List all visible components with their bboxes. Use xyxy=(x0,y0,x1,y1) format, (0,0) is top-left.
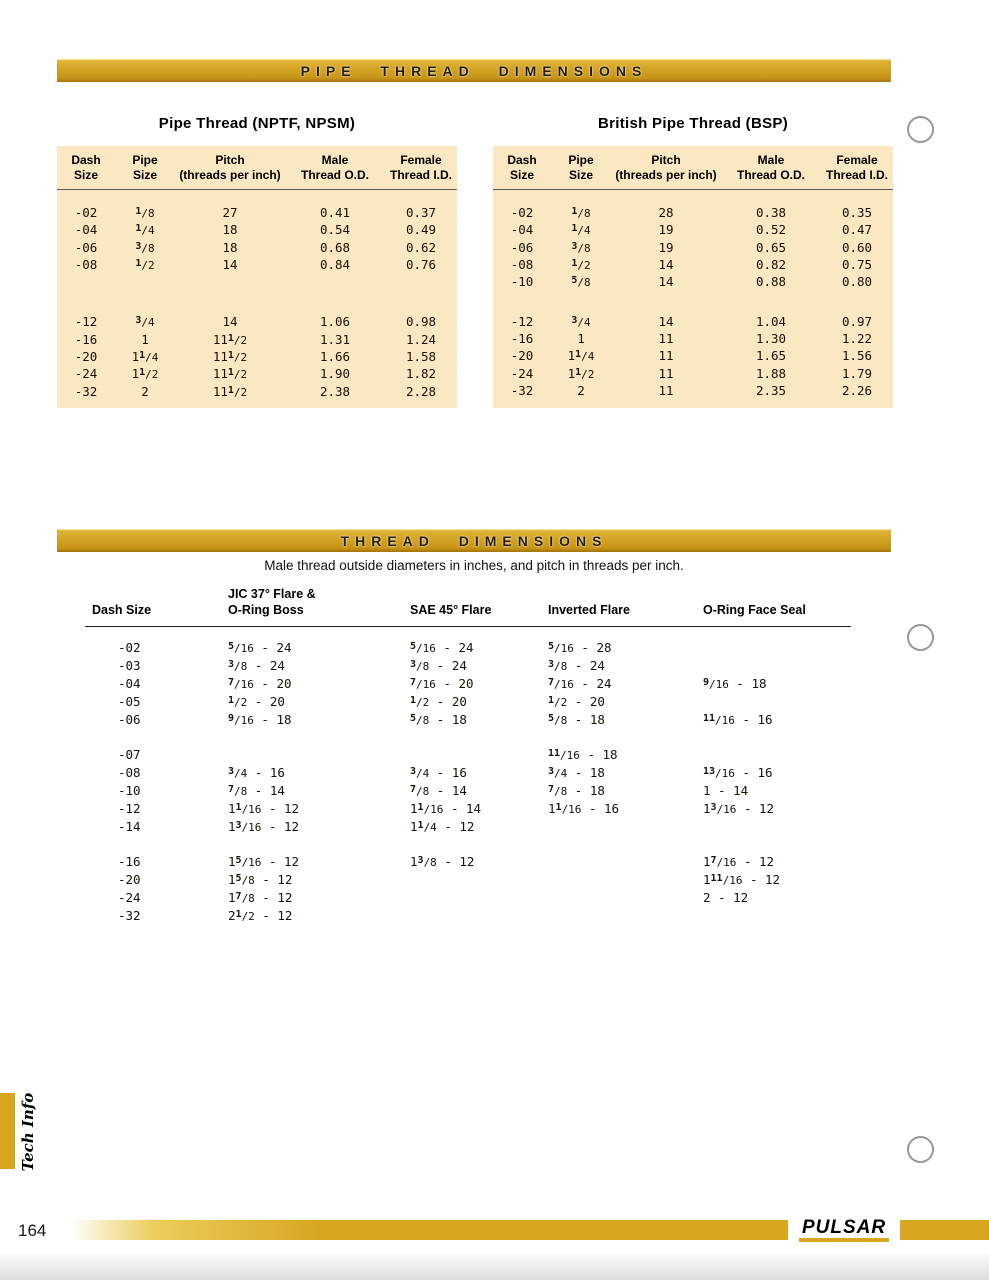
table-row xyxy=(493,330,893,347)
table-cell: -24 xyxy=(118,889,141,905)
table-row xyxy=(57,204,457,221)
table-cell: -04 xyxy=(510,222,534,238)
table-cell: 1$^1$/4 xyxy=(567,348,595,364)
table-cell: -06 xyxy=(118,711,141,727)
table-cell: 0.60 xyxy=(841,239,873,255)
row-group xyxy=(493,204,893,290)
table-cell: 1$^1$/2 xyxy=(131,366,159,382)
banner-title: PIPE THREAD DIMENSIONS xyxy=(300,62,648,79)
table-cell: 1$^3$/16 - 12 xyxy=(228,818,300,834)
punch-hole-icon xyxy=(907,1136,934,1163)
tech-info-tab-label: Tech Info xyxy=(19,1092,37,1172)
thread-table-header-row xyxy=(85,586,851,627)
table-cell: $^7$/16 - 20 xyxy=(228,675,292,691)
table-cell: $^1$/2 xyxy=(571,258,591,273)
table-cell: 18 xyxy=(222,222,238,238)
table-cell: 1 - 14 xyxy=(703,782,749,798)
table-cell: 1 xyxy=(577,330,585,346)
table-cell: -16 xyxy=(74,331,98,347)
table-cell: $^7$/8 - 14 xyxy=(228,782,285,798)
table-cell: 1.04 xyxy=(755,313,787,329)
column-header: Male Thread O.D. xyxy=(300,153,369,182)
pulsar-logo-text: PULSAR xyxy=(799,1218,889,1242)
table-row xyxy=(85,745,851,763)
table-cell: 0.41 xyxy=(319,205,351,221)
table-cell: 11$^1$/2 xyxy=(212,366,248,382)
table-cell: 1.90 xyxy=(319,366,351,382)
punch-hole-icon xyxy=(907,116,934,143)
table-cell: 11 xyxy=(658,365,674,381)
table-row xyxy=(85,710,851,728)
table-row xyxy=(493,347,893,364)
table-cell: 11$^1$/2 xyxy=(212,331,248,347)
table-cell: -20 xyxy=(510,348,534,364)
table-cell: 0.62 xyxy=(405,239,437,255)
table-row xyxy=(57,330,457,347)
table-cell: $^3$/8 xyxy=(135,240,155,255)
table-cell: $^7$/16 - 20 xyxy=(410,675,474,691)
pipe-table-body xyxy=(493,146,893,408)
table-cell: 2.35 xyxy=(755,382,787,398)
table-cell: 0.98 xyxy=(405,314,437,330)
table-cell: $^{13}$/16 - 16 xyxy=(703,764,773,780)
table-cell: 2$^1$/2 - 12 xyxy=(228,907,293,923)
pipe-table-header-row xyxy=(493,153,893,190)
row-group xyxy=(85,638,851,728)
table-cell: $^{11}$/16 - 18 xyxy=(548,746,618,762)
table-row xyxy=(85,817,851,835)
table-cell: -04 xyxy=(74,222,98,238)
table-cell: 27 xyxy=(222,205,238,221)
table-cell: $^3$/8 xyxy=(571,240,591,255)
table-cell: 18 xyxy=(222,239,238,255)
column-header: Pitch (threads per inch) xyxy=(615,153,717,182)
table-cell: -08 xyxy=(510,257,534,273)
table-row xyxy=(493,364,893,381)
row-group xyxy=(85,852,851,924)
table-cell: $^5$/8 xyxy=(571,275,591,290)
table-cell: 0.38 xyxy=(755,205,787,221)
table-cell: $^3$/4 - 16 xyxy=(228,764,285,780)
table-cell: 1$^1$/16 - 12 xyxy=(228,800,300,816)
table-cell: $^7$/8 - 18 xyxy=(548,782,605,798)
column-header: Male Thread O.D. xyxy=(736,153,805,182)
table-cell: 0.37 xyxy=(405,205,437,221)
row-group xyxy=(57,204,457,273)
table-cell: -14 xyxy=(118,818,141,834)
table-cell: 1.22 xyxy=(841,330,873,346)
column-header: Female Thread I.D. xyxy=(825,153,888,182)
table-cell: $^9$/16 - 18 xyxy=(228,711,292,727)
table-cell: $^3$/4 - 16 xyxy=(410,764,467,780)
brand-logo xyxy=(788,1214,900,1245)
table-cell: 0.88 xyxy=(755,274,787,290)
table-cell: 2 xyxy=(141,383,149,399)
table-cell: $^1$/4 xyxy=(135,223,155,238)
thread-dimensions-table xyxy=(85,586,851,924)
table-cell: 1.24 xyxy=(405,331,437,347)
table-cell: 14 xyxy=(658,313,674,329)
table-row xyxy=(85,852,851,870)
table-row xyxy=(85,656,851,674)
table-cell: 1$^1$/16 - 16 xyxy=(548,800,620,816)
table-cell: $^3$/8 - 24 xyxy=(228,657,285,673)
table-cell: 1$^3$/16 - 12 xyxy=(703,800,775,816)
table-cell: $^3$/4 - 18 xyxy=(548,764,605,780)
table-cell: -03 xyxy=(118,657,141,673)
table-cell: 1.30 xyxy=(755,330,787,346)
table-cell: 1$^5$/8 - 12 xyxy=(228,871,293,887)
table-cell: -24 xyxy=(510,365,534,381)
table-row xyxy=(57,313,457,330)
table-cell: 0.68 xyxy=(319,239,351,255)
pipe-table-header-row xyxy=(57,153,457,190)
table-cell: -06 xyxy=(74,239,98,255)
table-cell: $^5$/16 - 24 xyxy=(410,639,474,655)
table-row xyxy=(85,799,851,817)
table-cell: -08 xyxy=(118,764,141,780)
table-cell: 0.47 xyxy=(841,222,873,238)
table-cell: -12 xyxy=(118,800,141,816)
table-cell: 1$^3$/8 - 12 xyxy=(410,853,475,869)
column-header: Dash Size xyxy=(507,153,537,182)
pipe-thread-nptf-table xyxy=(57,115,457,408)
table-cell: -02 xyxy=(118,639,141,655)
table-cell: $^5$/8 - 18 xyxy=(410,711,467,727)
row-group xyxy=(85,745,851,835)
column-header: JIC 37° Flare & O-Ring Boss xyxy=(228,587,316,617)
page-bottom-edge xyxy=(0,1254,989,1280)
table-cell: 2 - 12 xyxy=(703,889,749,905)
table-cell: 2.26 xyxy=(841,382,873,398)
table-row xyxy=(85,888,851,906)
table-cell: 0.54 xyxy=(319,222,351,238)
column-header: SAE 45° Flare xyxy=(410,603,492,617)
table-cell: -08 xyxy=(74,257,98,273)
table-cell: -12 xyxy=(510,313,534,329)
table-cell: 14 xyxy=(222,257,238,273)
table-row xyxy=(493,239,893,256)
table-cell: 2.38 xyxy=(319,383,351,399)
table-cell: 1$^5$/16 - 12 xyxy=(228,853,300,869)
table-cell: 0.65 xyxy=(755,239,787,255)
table-row xyxy=(85,781,851,799)
table-row xyxy=(85,906,851,924)
table-cell: -32 xyxy=(510,382,534,398)
table-cell: 1$^1$/4 - 12 xyxy=(410,818,475,834)
table-cell: -20 xyxy=(74,348,98,364)
table-cell: 1$^1$/2 xyxy=(567,365,595,381)
table-row xyxy=(57,239,457,256)
table-cell: -20 xyxy=(118,871,141,887)
table-row xyxy=(57,382,457,399)
table-cell: 0.35 xyxy=(841,205,873,221)
table-cell: 1.79 xyxy=(841,365,873,381)
table-cell: 1$^1$/4 xyxy=(131,348,159,364)
table-cell: $^5$/8 - 18 xyxy=(548,711,605,727)
table-cell: -10 xyxy=(118,782,141,798)
table-cell: $^5$/16 - 28 xyxy=(548,639,612,655)
table-cell: 0.97 xyxy=(841,313,873,329)
table-cell: 0.75 xyxy=(841,257,873,273)
table-cell: 19 xyxy=(658,239,674,255)
pipe-table-body xyxy=(57,146,457,408)
table-cell: 11 xyxy=(658,330,674,346)
table-cell: $^1$/8 xyxy=(135,206,155,221)
table-cell: $^{11}$/16 - 16 xyxy=(703,711,773,727)
table-cell: 0.52 xyxy=(755,222,787,238)
table-row xyxy=(85,638,851,656)
column-header: Female Thread I.D. xyxy=(389,153,452,182)
table-cell: -12 xyxy=(74,314,98,330)
table-row xyxy=(57,221,457,238)
column-header: Pitch (threads per inch) xyxy=(179,153,281,182)
pipe-thread-bsp-table xyxy=(493,115,893,408)
column-header: Dash Size xyxy=(71,153,101,182)
table-cell: $^1$/2 - 20 xyxy=(410,693,467,709)
pipe-table-title: Pipe Thread (NPTF, NPSM) xyxy=(158,115,356,132)
table-cell: 14 xyxy=(658,257,674,273)
table-row xyxy=(493,273,893,290)
table-cell: 1.66 xyxy=(319,348,351,364)
table-row xyxy=(85,692,851,710)
table-cell: -06 xyxy=(510,239,534,255)
table-cell: 2 xyxy=(577,382,585,398)
table-cell: -32 xyxy=(118,907,141,923)
table-cell: 1.58 xyxy=(405,348,437,364)
table-cell: 28 xyxy=(658,205,674,221)
table-cell: 11 xyxy=(658,382,674,398)
table-cell: 1.06 xyxy=(319,314,351,330)
column-header: Inverted Flare xyxy=(548,603,630,617)
table-cell: 1.82 xyxy=(405,366,437,382)
table-cell: 1$^7$/8 - 12 xyxy=(228,889,293,905)
pipe-table-title: British Pipe Thread (BSP) xyxy=(597,115,789,132)
table-cell: 1.88 xyxy=(755,365,787,381)
table-cell: 14 xyxy=(658,274,674,290)
table-cell: $^3$/4 xyxy=(571,314,591,329)
thread-table-subtitle: Male thread outside diameters in inches, and pitch in threads per inch. xyxy=(264,558,684,573)
table-cell: -16 xyxy=(510,330,534,346)
table-cell: -10 xyxy=(510,274,534,290)
table-cell: 1 xyxy=(141,331,149,347)
table-row xyxy=(493,256,893,273)
table-cell: 1$^{11}$/16 - 12 xyxy=(703,871,781,887)
table-cell: $^3$/4 xyxy=(135,315,155,330)
table-cell: 0.80 xyxy=(841,274,873,290)
table-cell: 0.82 xyxy=(755,257,787,273)
table-cell: -16 xyxy=(118,853,141,869)
table-cell: 1.65 xyxy=(755,348,787,364)
table-cell: 19 xyxy=(658,222,674,238)
table-cell: 2.28 xyxy=(405,383,437,399)
table-cell: -02 xyxy=(74,205,98,221)
table-cell: $^5$/16 - 24 xyxy=(228,639,292,655)
table-cell: $^1$/2 xyxy=(135,258,155,273)
section-banner-pipe-thread-dimensions xyxy=(57,59,891,82)
punch-hole-icon xyxy=(907,624,934,651)
table-row xyxy=(57,348,457,365)
table-cell: $^1$/2 - 20 xyxy=(548,693,605,709)
table-cell: $^1$/8 xyxy=(571,206,591,221)
table-cell: $^3$/8 - 24 xyxy=(548,657,605,673)
table-row xyxy=(493,312,893,329)
table-cell: -32 xyxy=(74,383,98,399)
table-cell: 0.49 xyxy=(405,222,437,238)
table-cell: $^1$/4 xyxy=(571,223,591,238)
column-header: Pipe Size xyxy=(568,153,594,182)
table-cell: 0.84 xyxy=(319,257,351,273)
table-cell: 14 xyxy=(222,314,238,330)
table-row xyxy=(85,763,851,781)
table-cell: 0.76 xyxy=(405,257,437,273)
table-cell: $^9$/16 - 18 xyxy=(703,675,767,691)
table-cell: -04 xyxy=(118,675,141,691)
table-cell: $^1$/2 - 20 xyxy=(228,693,285,709)
row-group xyxy=(493,312,893,398)
section-banner-thread-dimensions xyxy=(57,529,891,552)
table-row xyxy=(85,674,851,692)
table-cell: $^7$/8 - 14 xyxy=(410,782,467,798)
table-row xyxy=(493,204,893,221)
table-row xyxy=(85,870,851,888)
table-cell: 1.56 xyxy=(841,348,873,364)
table-cell: 1.31 xyxy=(319,331,351,347)
page-number: 164 xyxy=(18,1221,47,1240)
table-cell: $^7$/16 - 24 xyxy=(548,675,612,691)
table-cell: 11$^1$/2 xyxy=(212,383,248,399)
table-row xyxy=(493,221,893,238)
table-cell: -02 xyxy=(510,205,534,221)
row-group xyxy=(57,313,457,399)
table-cell: 11 xyxy=(658,348,674,364)
banner-title: THREAD DIMENSIONS xyxy=(340,532,608,549)
table-row xyxy=(57,365,457,382)
table-cell: 1$^7$/16 - 12 xyxy=(703,853,775,869)
table-cell: 1$^1$/16 - 14 xyxy=(410,800,482,816)
tech-info-tab xyxy=(0,1093,15,1169)
table-cell: -07 xyxy=(118,746,141,762)
table-row xyxy=(57,256,457,273)
table-cell: -05 xyxy=(118,693,141,709)
table-row xyxy=(493,382,893,399)
table-cell: $^3$/8 - 24 xyxy=(410,657,467,673)
column-header: Pipe Size xyxy=(132,153,158,182)
table-cell: -24 xyxy=(74,366,98,382)
column-header: Dash Size xyxy=(92,603,152,617)
column-header: O-Ring Face Seal xyxy=(703,603,806,617)
table-cell: 11$^1$/2 xyxy=(212,348,248,364)
